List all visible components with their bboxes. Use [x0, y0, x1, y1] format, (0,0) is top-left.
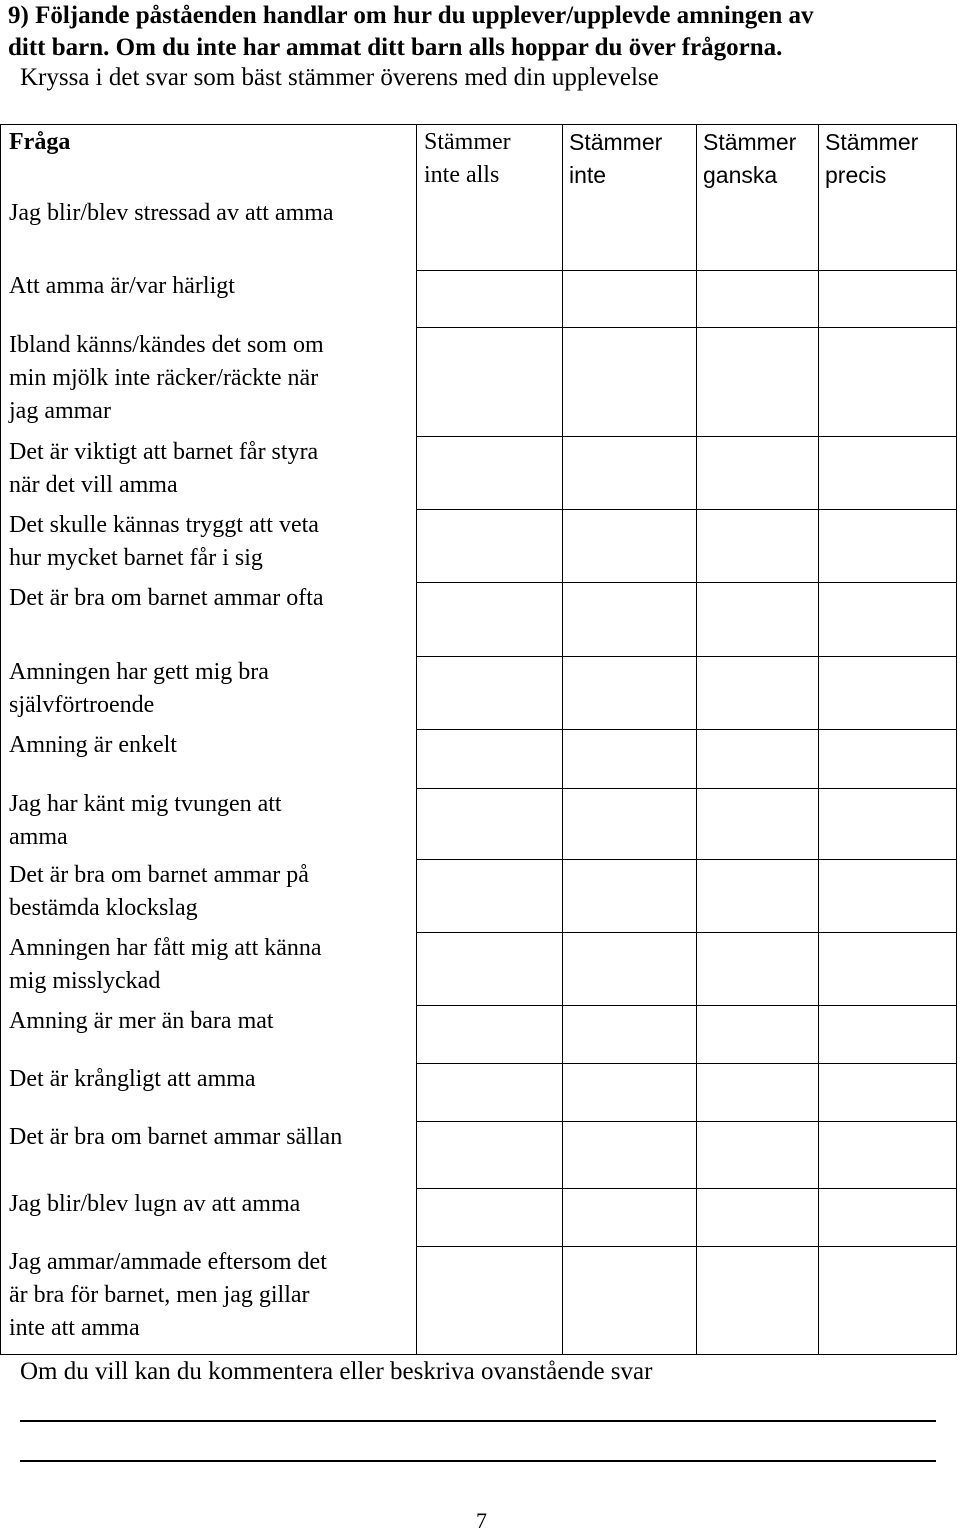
question-line: Amning är mer än bara mat	[9, 1008, 274, 1034]
question-heading	[8, 0, 953, 64]
answer-checkbox[interactable]	[563, 1006, 696, 1063]
column-header-line: Stämmer	[825, 129, 919, 155]
question-line: Det är viktigt att barnet får styra	[9, 439, 319, 465]
answer-checkbox[interactable]	[697, 197, 818, 270]
answer-checkbox[interactable]	[417, 1064, 562, 1121]
answer-column-header	[569, 126, 662, 192]
question-line: Amningen har gett mig bra	[9, 659, 269, 685]
question-text	[9, 509, 319, 575]
answer-checkbox[interactable]	[819, 860, 956, 932]
answer-checkbox[interactable]	[697, 657, 818, 729]
question-line: amma	[9, 824, 68, 850]
answer-checkbox[interactable]	[697, 1006, 818, 1063]
answer-checkbox[interactable]	[417, 197, 562, 270]
answer-checkbox[interactable]	[417, 860, 562, 932]
question-line: är bra för barnet, men jag gillar	[9, 1282, 310, 1308]
question-text	[9, 1121, 342, 1154]
answer-checkbox[interactable]	[417, 328, 562, 436]
question-text	[9, 582, 324, 615]
table-border	[0, 124, 956, 125]
answer-checkbox[interactable]	[697, 860, 818, 932]
answer-checkbox[interactable]	[697, 1064, 818, 1121]
answer-checkbox[interactable]	[819, 730, 956, 788]
answer-checkbox[interactable]	[563, 789, 696, 859]
question-line: inte att amma	[9, 1315, 140, 1341]
answer-checkbox[interactable]	[697, 933, 818, 1005]
question-text	[9, 656, 269, 722]
answer-checkbox[interactable]	[819, 1122, 956, 1188]
answer-checkbox[interactable]	[563, 730, 696, 788]
answer-checkbox[interactable]	[819, 197, 956, 270]
question-line: Det är bra om barnet ammar sällan	[9, 1124, 343, 1150]
answer-checkbox[interactable]	[563, 197, 696, 270]
answer-checkbox[interactable]	[697, 1122, 818, 1188]
question-line: jag ammar	[9, 398, 111, 424]
page-number: 7	[476, 1508, 487, 1533]
question-text	[9, 1063, 256, 1096]
question-line: Att amma är/var härligt	[9, 273, 235, 299]
answer-checkbox[interactable]	[697, 789, 818, 859]
answer-checkbox[interactable]	[417, 1006, 562, 1063]
column-header-line: inte	[569, 162, 607, 188]
answer-column-header	[825, 126, 918, 192]
answer-checkbox[interactable]	[697, 730, 818, 788]
comment-line[interactable]	[20, 1420, 936, 1422]
answer-checkbox[interactable]	[417, 510, 562, 582]
answer-checkbox[interactable]	[417, 271, 562, 327]
answer-checkbox[interactable]	[563, 860, 696, 932]
question-line: min mjölk inte räcker/räckte när	[9, 365, 319, 391]
question-text	[9, 197, 334, 230]
answer-checkbox[interactable]	[819, 328, 956, 436]
question-line: Det skulle kännas tryggt att veta	[9, 512, 319, 538]
comment-prompt: Om du vill kan du kommentera eller beskriva ovanstående svar	[20, 1358, 653, 1385]
question-text	[9, 270, 235, 303]
question-line: mig misslyckad	[9, 968, 161, 994]
question-text	[9, 1005, 274, 1038]
heading-line-1: 9) Följande påståenden handlar om hur du upplever/upplevde amningen av	[8, 2, 814, 29]
answer-checkbox[interactable]	[417, 1247, 562, 1354]
answer-checkbox[interactable]	[697, 510, 818, 582]
answer-checkbox[interactable]	[819, 437, 956, 509]
instruction-text: Kryssa i det svar som bäst stämmer överens med din upplevelse	[20, 64, 659, 91]
answer-column-header	[703, 126, 796, 192]
table-border	[0, 1354, 957, 1355]
question-line: Det är bra om barnet ammar ofta	[9, 585, 324, 611]
answer-checkbox[interactable]	[819, 789, 956, 859]
column-header-line: inte alls	[424, 162, 500, 188]
answer-checkbox[interactable]	[697, 328, 818, 436]
answer-checkbox[interactable]	[563, 328, 696, 436]
column-header-line: precis	[825, 162, 887, 188]
answer-checkbox[interactable]	[417, 730, 562, 788]
table-border	[0, 124, 1, 1354]
question-line: bestämda klockslag	[9, 895, 198, 921]
question-column-header: Fråga	[9, 129, 71, 155]
answer-column-header	[424, 126, 511, 192]
column-header-line: Stämmer	[569, 129, 663, 155]
question-text	[9, 932, 322, 998]
answer-checkbox[interactable]	[563, 1247, 696, 1354]
answer-checkbox[interactable]	[563, 1122, 696, 1188]
answer-checkbox[interactable]	[819, 510, 956, 582]
question-text	[9, 859, 309, 925]
answer-checkbox[interactable]	[819, 1064, 956, 1121]
answer-checkbox[interactable]	[563, 657, 696, 729]
table-border	[956, 124, 957, 1355]
answer-checkbox[interactable]	[417, 789, 562, 859]
column-header-line: ganska	[703, 162, 778, 188]
answer-checkbox[interactable]	[563, 1064, 696, 1121]
question-text	[9, 436, 318, 502]
answer-checkbox[interactable]	[563, 1189, 696, 1246]
answer-checkbox[interactable]	[819, 657, 956, 729]
answer-checkbox[interactable]	[417, 657, 562, 729]
answer-checkbox[interactable]	[819, 1006, 956, 1063]
question-text	[9, 1246, 327, 1345]
question-text	[9, 329, 324, 428]
column-header-line: Stämmer	[703, 129, 797, 155]
answer-checkbox[interactable]	[697, 437, 818, 509]
answer-checkbox[interactable]	[819, 933, 956, 1005]
question-line: hur mycket barnet får i sig	[9, 545, 263, 571]
answer-checkbox[interactable]	[697, 1189, 818, 1246]
answer-checkbox[interactable]	[417, 583, 562, 656]
answer-checkbox[interactable]	[563, 583, 696, 656]
answer-checkbox[interactable]	[417, 1122, 562, 1188]
answer-checkbox[interactable]	[819, 271, 956, 327]
question-line: Jag blir/blev stressad av att amma	[9, 200, 334, 226]
answer-checkbox[interactable]	[563, 437, 696, 509]
question-line: Jag har känt mig tvungen att	[9, 791, 282, 817]
answer-checkbox[interactable]	[697, 583, 818, 656]
question-line: Amning är enkelt	[9, 732, 177, 758]
answer-checkbox[interactable]	[819, 1189, 956, 1246]
answer-checkbox[interactable]	[819, 583, 956, 656]
answer-checkbox[interactable]	[417, 437, 562, 509]
question-line: Det är krångligt att amma	[9, 1066, 256, 1092]
answer-checkbox[interactable]	[697, 1247, 818, 1354]
question-text	[9, 1188, 300, 1221]
question-line: Jag blir/blev lugn av att amma	[9, 1191, 301, 1217]
question-line: när det vill amma	[9, 472, 178, 498]
question-line: självförtroende	[9, 692, 155, 718]
question-line: Amningen har fått mig att känna	[9, 935, 322, 961]
answer-checkbox[interactable]	[697, 271, 818, 327]
answer-checkbox[interactable]	[563, 510, 696, 582]
answer-checkbox[interactable]	[819, 1247, 956, 1354]
answer-checkbox[interactable]	[563, 271, 696, 327]
question-text	[9, 788, 282, 854]
heading-line-2: ditt barn. Om du inte har ammat ditt barn alls hoppar du över frågorna.	[8, 34, 783, 61]
answer-checkbox[interactable]	[417, 1189, 562, 1246]
question-line: Jag ammar/ammade eftersom det	[9, 1249, 327, 1275]
column-header-line: Stämmer	[424, 129, 511, 155]
answer-checkbox[interactable]	[417, 933, 562, 1005]
answer-checkbox[interactable]	[563, 933, 696, 1005]
question-line: Det är bra om barnet ammar på	[9, 862, 309, 888]
question-text	[9, 729, 177, 762]
question-line: Ibland känns/kändes det som om	[9, 332, 324, 358]
comment-line[interactable]	[20, 1460, 936, 1462]
